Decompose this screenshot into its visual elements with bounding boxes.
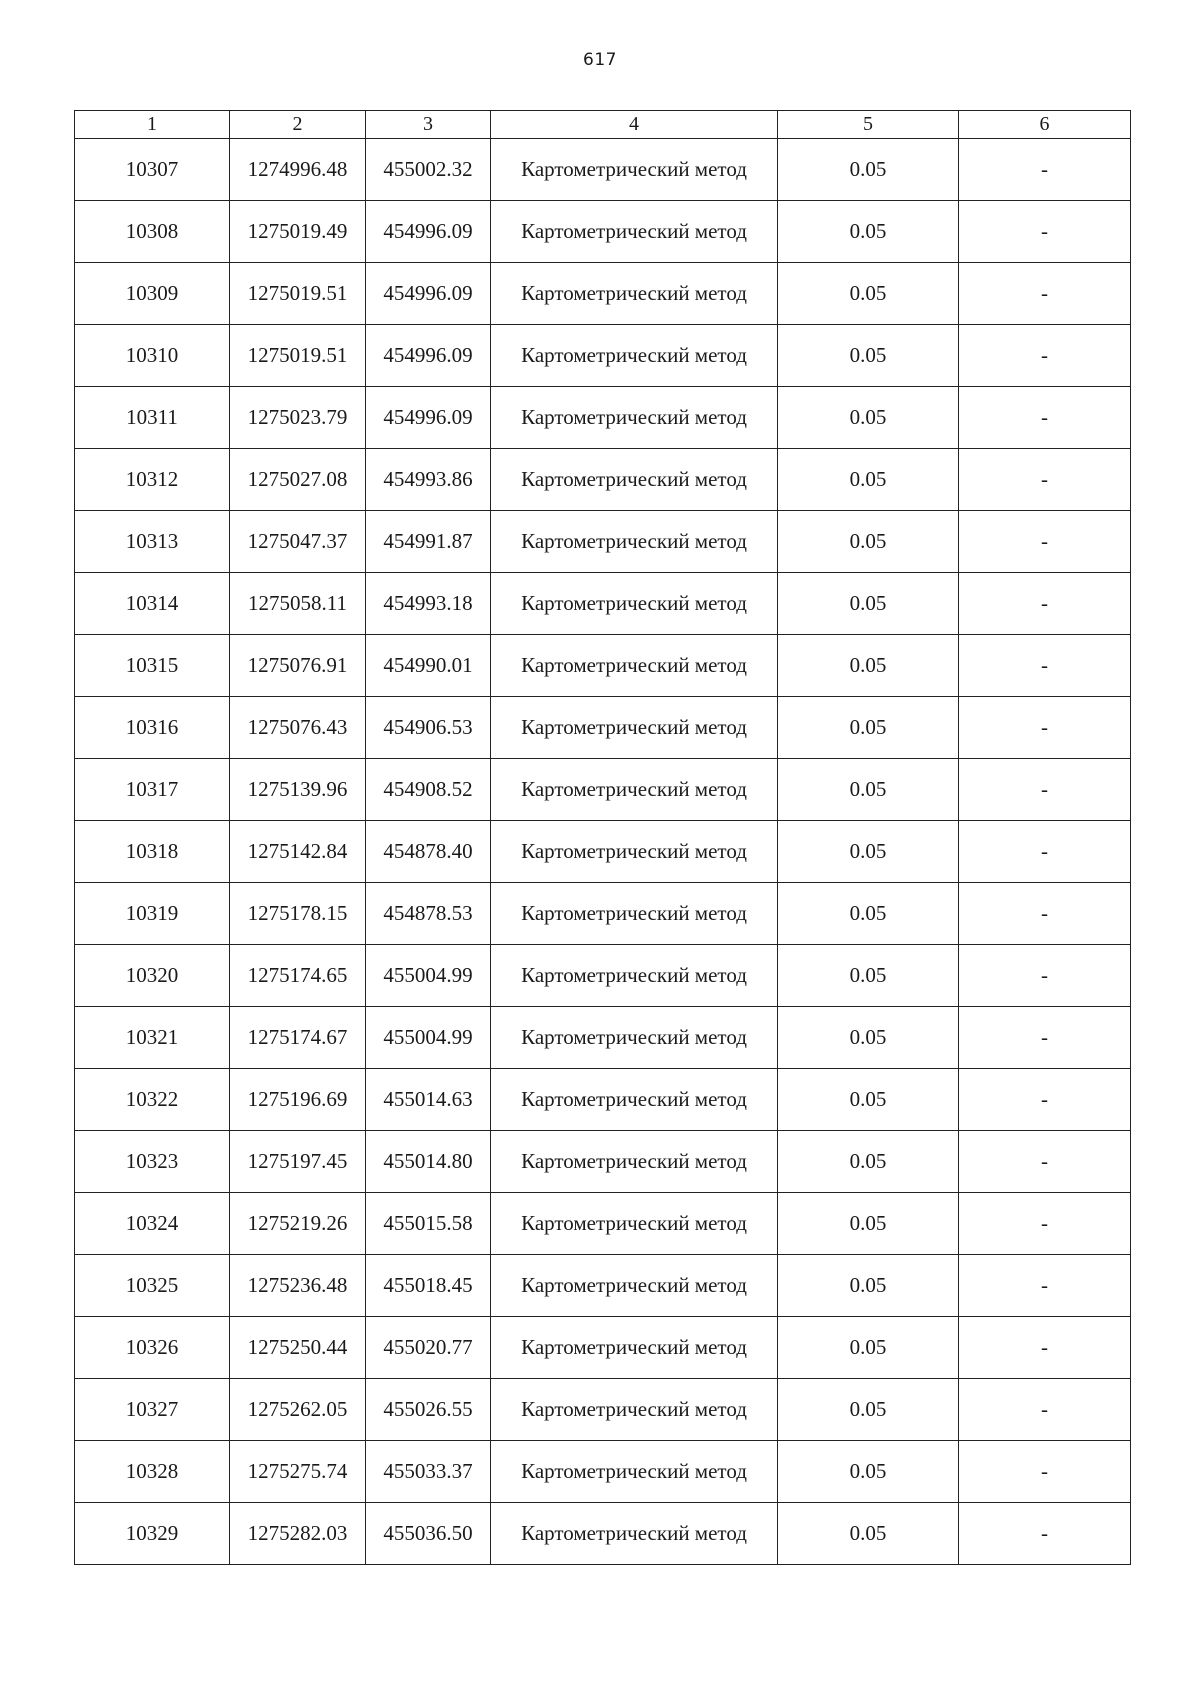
x-coordinate-cell: 1275178.15 bbox=[230, 883, 366, 945]
point-number-cell: 10326 bbox=[75, 1317, 230, 1379]
table-body bbox=[75, 139, 1131, 1565]
table-row bbox=[75, 511, 1131, 573]
method-cell: Картометрический метод bbox=[491, 1317, 778, 1379]
description-cell: - bbox=[959, 1379, 1131, 1441]
point-number-cell: 10317 bbox=[75, 759, 230, 821]
point-number-cell: 10315 bbox=[75, 635, 230, 697]
point-number-cell: 10328 bbox=[75, 1441, 230, 1503]
y-coordinate-cell: 454993.18 bbox=[366, 573, 491, 635]
x-coordinate-cell: 1275174.65 bbox=[230, 945, 366, 1007]
description-cell: - bbox=[959, 1255, 1131, 1317]
method-cell: Картометрический метод bbox=[491, 511, 778, 573]
accuracy-cell: 0.05 bbox=[778, 1255, 959, 1317]
method-cell: Картометрический метод bbox=[491, 263, 778, 325]
method-cell: Картометрический метод bbox=[491, 883, 778, 945]
table-row bbox=[75, 201, 1131, 263]
description-cell: - bbox=[959, 945, 1131, 1007]
y-coordinate-cell: 454906.53 bbox=[366, 697, 491, 759]
point-number-cell: 10312 bbox=[75, 449, 230, 511]
y-coordinate-cell: 455033.37 bbox=[366, 1441, 491, 1503]
accuracy-cell: 0.05 bbox=[778, 201, 959, 263]
accuracy-cell: 0.05 bbox=[778, 325, 959, 387]
description-cell: - bbox=[959, 1317, 1131, 1379]
accuracy-cell: 0.05 bbox=[778, 1441, 959, 1503]
x-coordinate-cell: 1275019.51 bbox=[230, 325, 366, 387]
table-row bbox=[75, 1317, 1131, 1379]
method-cell: Картометрический метод bbox=[491, 1069, 778, 1131]
point-number-cell: 10324 bbox=[75, 1193, 230, 1255]
table-row bbox=[75, 1131, 1131, 1193]
point-number-cell: 10323 bbox=[75, 1131, 230, 1193]
accuracy-cell: 0.05 bbox=[778, 945, 959, 1007]
point-number-cell: 10327 bbox=[75, 1379, 230, 1441]
description-cell: - bbox=[959, 263, 1131, 325]
y-coordinate-cell: 455020.77 bbox=[366, 1317, 491, 1379]
method-cell: Картометрический метод bbox=[491, 1007, 778, 1069]
column-header: 5 bbox=[778, 111, 959, 139]
method-cell: Картометрический метод bbox=[491, 201, 778, 263]
y-coordinate-cell: 455036.50 bbox=[366, 1503, 491, 1565]
point-number-cell: 10308 bbox=[75, 201, 230, 263]
y-coordinate-cell: 455015.58 bbox=[366, 1193, 491, 1255]
table-row bbox=[75, 821, 1131, 883]
table-row bbox=[75, 883, 1131, 945]
accuracy-cell: 0.05 bbox=[778, 821, 959, 883]
y-coordinate-cell: 454908.52 bbox=[366, 759, 491, 821]
accuracy-cell: 0.05 bbox=[778, 139, 959, 201]
point-number-cell: 10329 bbox=[75, 1503, 230, 1565]
description-cell: - bbox=[959, 1441, 1131, 1503]
method-cell: Картометрический метод bbox=[491, 139, 778, 201]
column-header: 2 bbox=[230, 111, 366, 139]
y-coordinate-cell: 454996.09 bbox=[366, 387, 491, 449]
point-number-cell: 10321 bbox=[75, 1007, 230, 1069]
description-cell: - bbox=[959, 325, 1131, 387]
y-coordinate-cell: 455018.45 bbox=[366, 1255, 491, 1317]
y-coordinate-cell: 454990.01 bbox=[366, 635, 491, 697]
table-row bbox=[75, 635, 1131, 697]
table-row bbox=[75, 1007, 1131, 1069]
point-number-cell: 10322 bbox=[75, 1069, 230, 1131]
description-cell: - bbox=[959, 139, 1131, 201]
table-row bbox=[75, 1255, 1131, 1317]
x-coordinate-cell: 1275058.11 bbox=[230, 573, 366, 635]
point-number-cell: 10318 bbox=[75, 821, 230, 883]
description-cell: - bbox=[959, 387, 1131, 449]
point-number-cell: 10313 bbox=[75, 511, 230, 573]
table-row bbox=[75, 325, 1131, 387]
accuracy-cell: 0.05 bbox=[778, 697, 959, 759]
x-coordinate-cell: 1275076.43 bbox=[230, 697, 366, 759]
description-cell: - bbox=[959, 883, 1131, 945]
x-coordinate-cell: 1275250.44 bbox=[230, 1317, 366, 1379]
y-coordinate-cell: 454878.53 bbox=[366, 883, 491, 945]
method-cell: Картометрический метод bbox=[491, 1441, 778, 1503]
accuracy-cell: 0.05 bbox=[778, 1193, 959, 1255]
description-cell: - bbox=[959, 201, 1131, 263]
description-cell: - bbox=[959, 1007, 1131, 1069]
point-number-cell: 10309 bbox=[75, 263, 230, 325]
accuracy-cell: 0.05 bbox=[778, 263, 959, 325]
accuracy-cell: 0.05 bbox=[778, 511, 959, 573]
point-number-cell: 10325 bbox=[75, 1255, 230, 1317]
coordinates-table bbox=[74, 110, 1131, 1565]
y-coordinate-cell: 455026.55 bbox=[366, 1379, 491, 1441]
x-coordinate-cell: 1275139.96 bbox=[230, 759, 366, 821]
column-header: 4 bbox=[491, 111, 778, 139]
method-cell: Картометрический метод bbox=[491, 697, 778, 759]
point-number-cell: 10311 bbox=[75, 387, 230, 449]
accuracy-cell: 0.05 bbox=[778, 759, 959, 821]
y-coordinate-cell: 455004.99 bbox=[366, 1007, 491, 1069]
point-number-cell: 10307 bbox=[75, 139, 230, 201]
description-cell: - bbox=[959, 1069, 1131, 1131]
method-cell: Картометрический метод bbox=[491, 1255, 778, 1317]
x-coordinate-cell: 1275047.37 bbox=[230, 511, 366, 573]
accuracy-cell: 0.05 bbox=[778, 883, 959, 945]
y-coordinate-cell: 454991.87 bbox=[366, 511, 491, 573]
y-coordinate-cell: 454996.09 bbox=[366, 201, 491, 263]
method-cell: Картометрический метод bbox=[491, 1379, 778, 1441]
y-coordinate-cell: 455014.80 bbox=[366, 1131, 491, 1193]
x-coordinate-cell: 1275174.67 bbox=[230, 1007, 366, 1069]
x-coordinate-cell: 1275142.84 bbox=[230, 821, 366, 883]
table-row bbox=[75, 1069, 1131, 1131]
y-coordinate-cell: 455002.32 bbox=[366, 139, 491, 201]
x-coordinate-cell: 1275197.45 bbox=[230, 1131, 366, 1193]
page-number: 617 bbox=[583, 50, 617, 70]
x-coordinate-cell: 1275282.03 bbox=[230, 1503, 366, 1565]
y-coordinate-cell: 454878.40 bbox=[366, 821, 491, 883]
method-cell: Картометрический метод bbox=[491, 1193, 778, 1255]
table-row bbox=[75, 1441, 1131, 1503]
y-coordinate-cell: 454993.86 bbox=[366, 449, 491, 511]
point-number-cell: 10319 bbox=[75, 883, 230, 945]
table-row bbox=[75, 759, 1131, 821]
point-number-cell: 10310 bbox=[75, 325, 230, 387]
column-header: 1 bbox=[75, 111, 230, 139]
description-cell: - bbox=[959, 759, 1131, 821]
x-coordinate-cell: 1275027.08 bbox=[230, 449, 366, 511]
accuracy-cell: 0.05 bbox=[778, 1503, 959, 1565]
x-coordinate-cell: 1275019.51 bbox=[230, 263, 366, 325]
table-row bbox=[75, 263, 1131, 325]
method-cell: Картометрический метод bbox=[491, 945, 778, 1007]
method-cell: Картометрический метод bbox=[491, 1131, 778, 1193]
method-cell: Картометрический метод bbox=[491, 821, 778, 883]
point-number-cell: 10314 bbox=[75, 573, 230, 635]
x-coordinate-cell: 1275262.05 bbox=[230, 1379, 366, 1441]
y-coordinate-cell: 455004.99 bbox=[366, 945, 491, 1007]
table-row bbox=[75, 697, 1131, 759]
x-coordinate-cell: 1275196.69 bbox=[230, 1069, 366, 1131]
description-cell: - bbox=[959, 821, 1131, 883]
table-row bbox=[75, 573, 1131, 635]
accuracy-cell: 0.05 bbox=[778, 1379, 959, 1441]
method-cell: Картометрический метод bbox=[491, 387, 778, 449]
accuracy-cell: 0.05 bbox=[778, 1007, 959, 1069]
table-row bbox=[75, 1193, 1131, 1255]
x-coordinate-cell: 1275076.91 bbox=[230, 635, 366, 697]
accuracy-cell: 0.05 bbox=[778, 387, 959, 449]
x-coordinate-cell: 1275275.74 bbox=[230, 1441, 366, 1503]
table-row bbox=[75, 1503, 1131, 1565]
accuracy-cell: 0.05 bbox=[778, 1069, 959, 1131]
y-coordinate-cell: 454996.09 bbox=[366, 263, 491, 325]
method-cell: Картометрический метод bbox=[491, 1503, 778, 1565]
accuracy-cell: 0.05 bbox=[778, 449, 959, 511]
description-cell: - bbox=[959, 511, 1131, 573]
accuracy-cell: 0.05 bbox=[778, 635, 959, 697]
description-cell: - bbox=[959, 1193, 1131, 1255]
description-cell: - bbox=[959, 1503, 1131, 1565]
accuracy-cell: 0.05 bbox=[778, 1131, 959, 1193]
point-number-cell: 10316 bbox=[75, 697, 230, 759]
method-cell: Картометрический метод bbox=[491, 573, 778, 635]
method-cell: Картометрический метод bbox=[491, 449, 778, 511]
description-cell: - bbox=[959, 449, 1131, 511]
table-row bbox=[75, 387, 1131, 449]
x-coordinate-cell: 1275236.48 bbox=[230, 1255, 366, 1317]
description-cell: - bbox=[959, 1131, 1131, 1193]
x-coordinate-cell: 1275019.49 bbox=[230, 201, 366, 263]
accuracy-cell: 0.05 bbox=[778, 573, 959, 635]
x-coordinate-cell: 1275023.79 bbox=[230, 387, 366, 449]
table-row bbox=[75, 139, 1131, 201]
table-row bbox=[75, 449, 1131, 511]
description-cell: - bbox=[959, 573, 1131, 635]
y-coordinate-cell: 455014.63 bbox=[366, 1069, 491, 1131]
table-header bbox=[75, 111, 1131, 139]
table-row bbox=[75, 1379, 1131, 1441]
point-number-cell: 10320 bbox=[75, 945, 230, 1007]
column-header: 6 bbox=[959, 111, 1131, 139]
method-cell: Картометрический метод bbox=[491, 325, 778, 387]
x-coordinate-cell: 1274996.48 bbox=[230, 139, 366, 201]
description-cell: - bbox=[959, 635, 1131, 697]
method-cell: Картометрический метод bbox=[491, 759, 778, 821]
description-cell: - bbox=[959, 697, 1131, 759]
column-header: 3 bbox=[366, 111, 491, 139]
y-coordinate-cell: 454996.09 bbox=[366, 325, 491, 387]
header-row bbox=[75, 111, 1131, 139]
x-coordinate-cell: 1275219.26 bbox=[230, 1193, 366, 1255]
table-row bbox=[75, 945, 1131, 1007]
accuracy-cell: 0.05 bbox=[778, 1317, 959, 1379]
method-cell: Картометрический метод bbox=[491, 635, 778, 697]
